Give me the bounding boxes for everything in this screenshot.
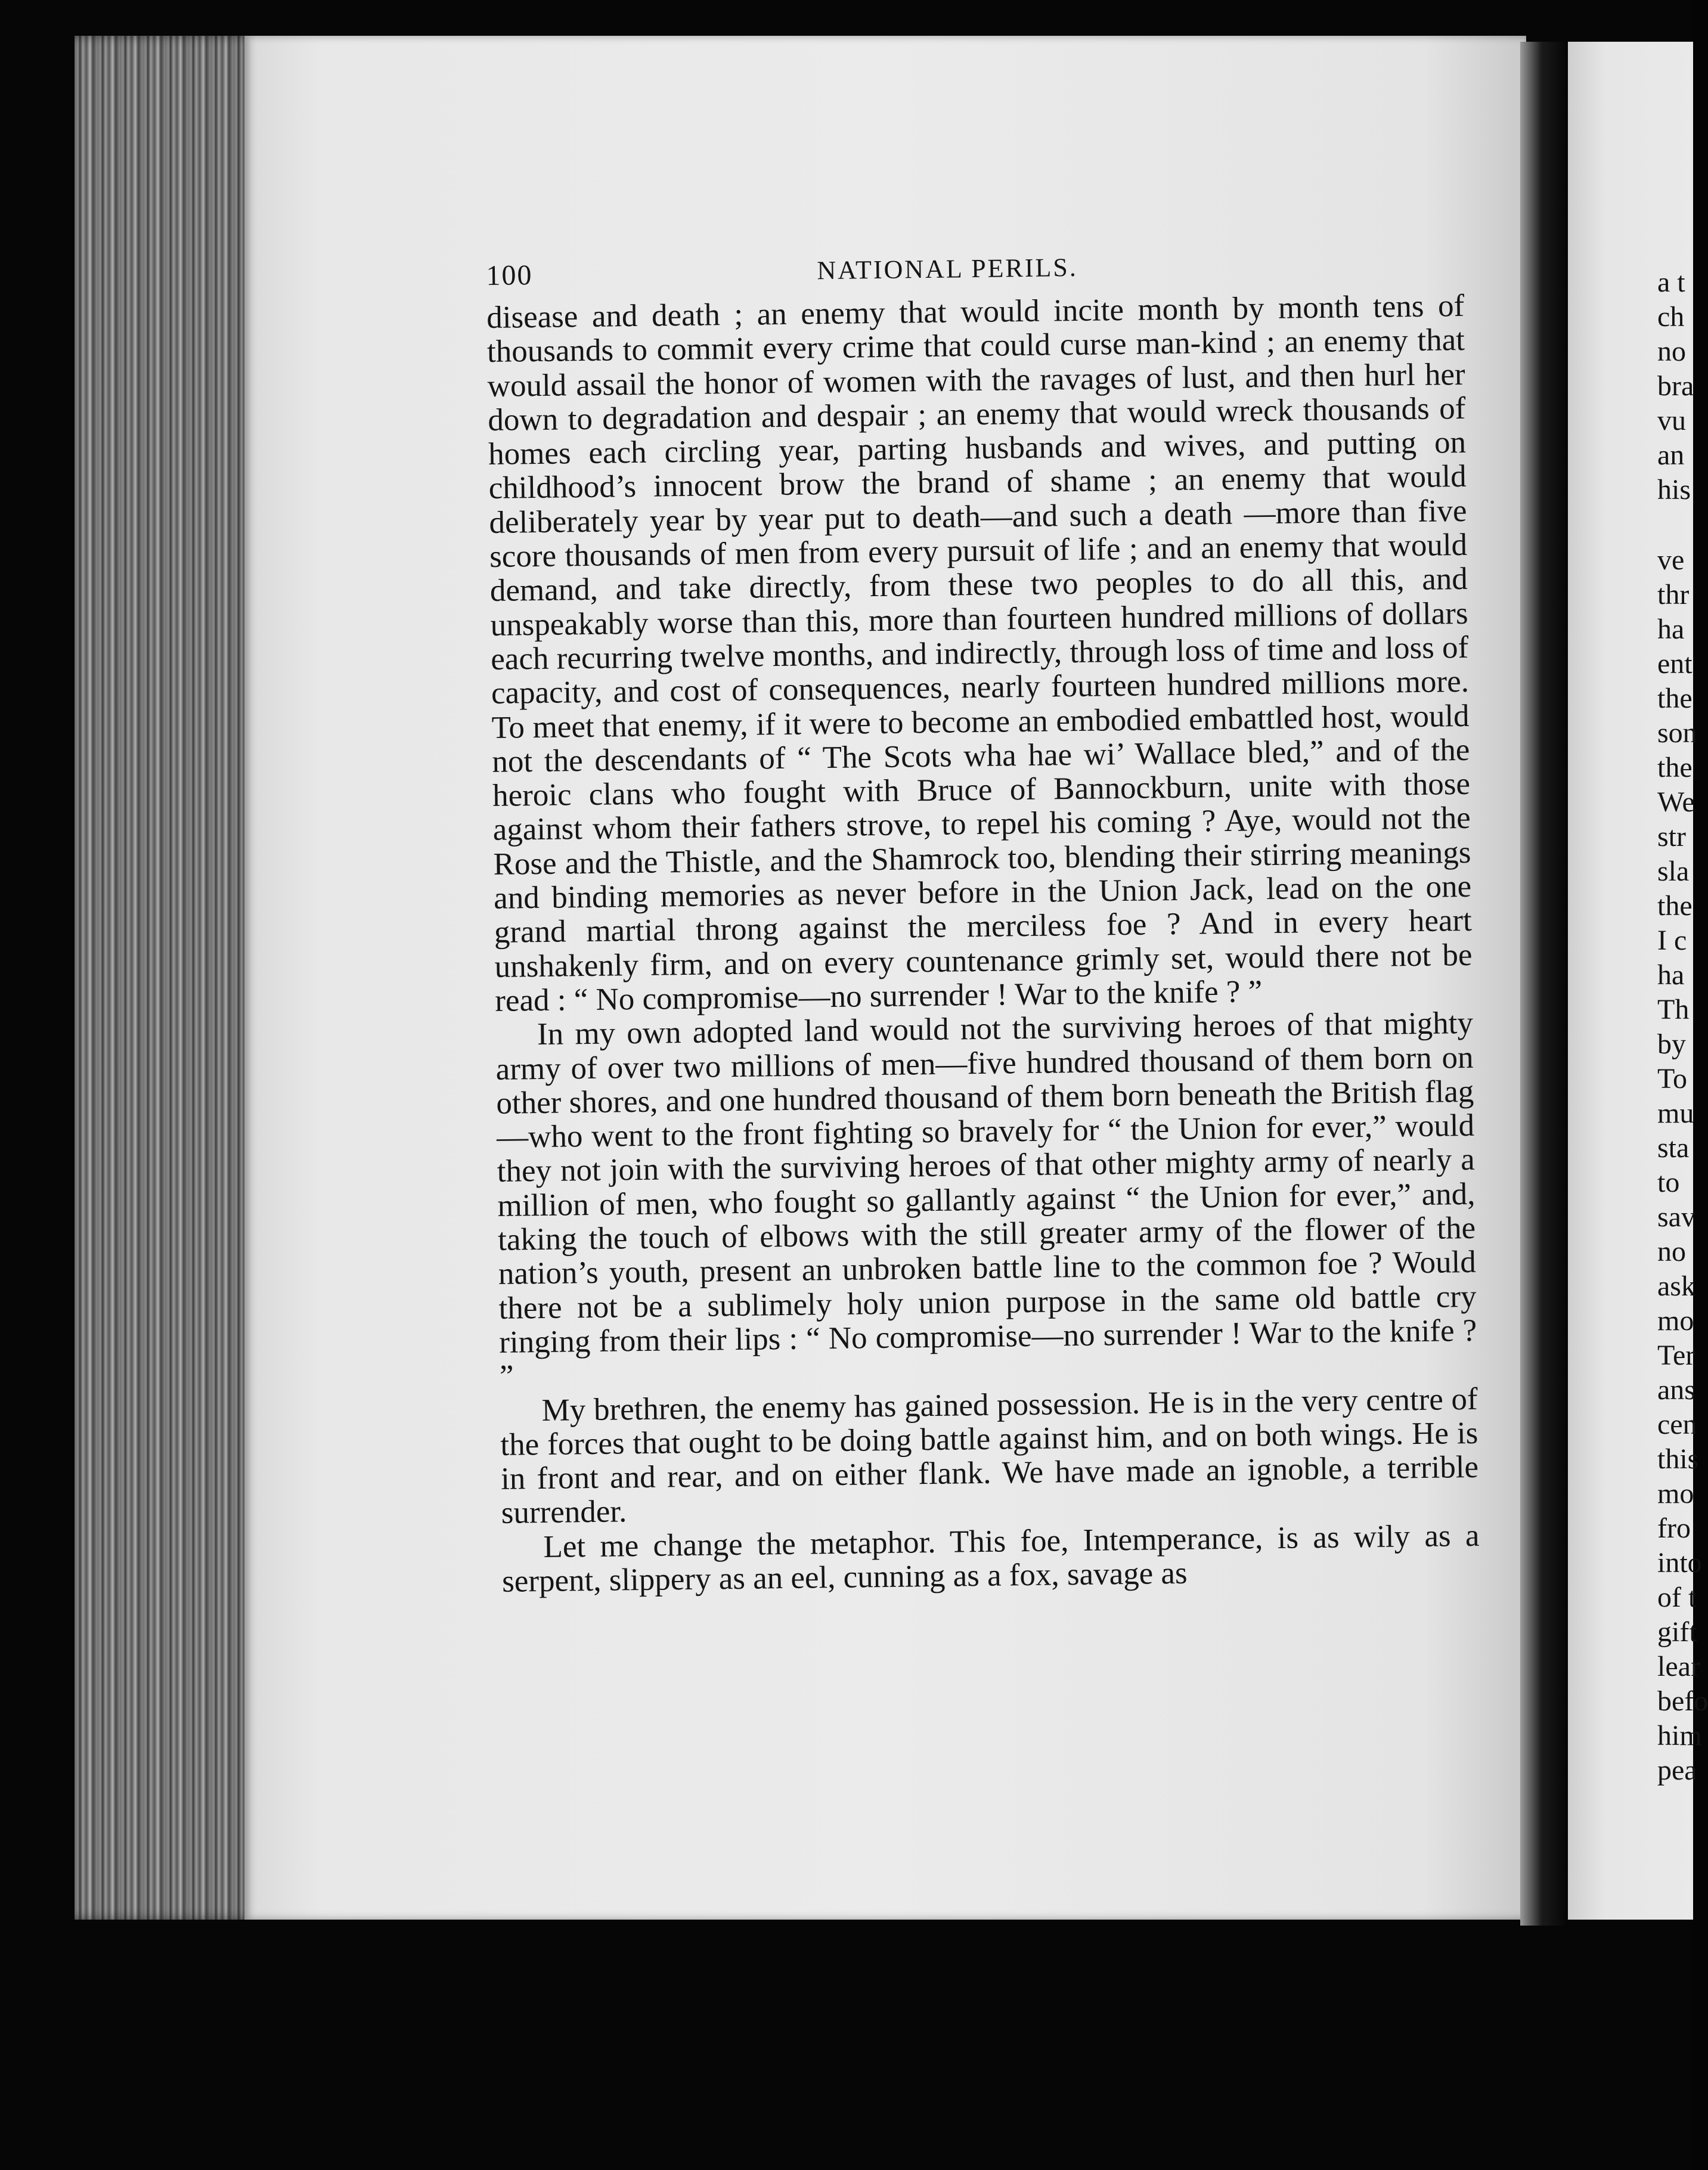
facing-page-fragment: an [1657, 439, 1685, 471]
facing-page-fragment: sla [1657, 855, 1690, 887]
facing-page-fragment: I c [1657, 925, 1687, 956]
facing-page-fragment: the [1657, 890, 1692, 922]
facing-page-fragment: the [1657, 752, 1692, 783]
paragraph-2: In my own adopted land would not the surviving heroes of that mighty army of over two millions of men—five hundred thousand of them born on other shores, and one hundred thousand of them born beneath the British flag—who went to the front fighting so bravely for “ the Union for ever,” would they not join with the surviving heroes of that other mighty army of nearly a million of men, who fought so gallantly against “ the Union for ever,” and, taking the touch of elbows with the still greater army of the flower of the nation’s youth, present an unbroken battle line to the common foe ? Would there not be a sublimely holy union purpose in the same old battle cry ringing from their lips : “ No compromise—no surrender ! War to the knife ? ” [495, 1006, 1477, 1394]
facing-page-fragment: vu [1657, 405, 1686, 436]
facing-page-fragment: We [1657, 786, 1695, 818]
facing-page-fragment: str [1657, 821, 1686, 852]
text-block [486, 241, 1480, 1599]
facing-page-fragment: to [1657, 1167, 1680, 1198]
facing-page-fragment: ans [1657, 1374, 1695, 1406]
facing-page-fragment: ent [1657, 648, 1692, 680]
facing-page-fragment: gift [1657, 1616, 1697, 1648]
facing-page-fragment: pea [1657, 1754, 1697, 1786]
running-title: NATIONAL PERILS. [817, 252, 1078, 286]
paragraph-4: Let me change the metaphor. This foe, Intemperance, is as wily as a serpent, slippery as an eel, cunning as a fox, savage as [501, 1518, 1480, 1599]
facing-page-fragment: into [1657, 1547, 1702, 1579]
facing-page-fragment: sta [1657, 1132, 1690, 1164]
facing-page-fragment: no [1657, 1236, 1686, 1267]
facing-page-fragment: thr [1657, 579, 1690, 610]
facing-page-fragment: mo [1657, 1305, 1694, 1337]
facing-page-fragment: ch [1657, 301, 1685, 333]
facing-page-fragment: lear [1657, 1651, 1700, 1682]
facing-page-fragment: ask [1657, 1270, 1695, 1302]
facing-page-fragment: son [1657, 717, 1697, 749]
facing-page-fragment: of t [1657, 1582, 1697, 1613]
facing-page-fragment: Th [1657, 994, 1690, 1025]
facing-page-fragment: a t [1657, 266, 1685, 298]
book-gutter [1520, 42, 1568, 1926]
facing-page-fragment: ha [1657, 613, 1685, 645]
paragraph-1: disease and death ; an enemy that would incite month by month tens of thousands to commit every crime that could curse man-kind ; an enemy that would assail the honor of women with the ravages of lust, and then hurl her down to degradation and despair ; an enemy that would wreck thousands of homes each circling year, parting husbands and wives, and putting on childhood’s innocent brow the brand of shame ; an enemy that would deliberately year by year put to death—and such a death —more than five score thousands of men from every pursuit of life ; and an enemy that would demand, and take directly, from these two peoples to do all this, and unspeakably worse than this, more than fourteen hundred millions of dollars each recurring twelve months, and indirectly, through loss of time and loss of capacity, and cost of consequences, nearly fourteen hundred millions more. To meet that enemy, if it were to become an embodied embattled host, would not the descendants of “ The Scots wha hae wi’ Wallace bled,” and of the heroic clans who fought with Bruce of Bannockburn, unite with those against whom their fathers strove, to repel his coming ? Aye, would not the Rose and the Thistle, and the Shamrock too, blending their stirring meanings and binding memories as never before in the Union Jack, lead on the one grand martial throng against the merciless foe ? And in every heart unshakenly firm, and on every countenance grimly set, would there not be read : “ No compromise—no surrender ! War to the knife ? ” [486, 288, 1473, 1018]
facing-page-fragment: sav [1657, 1201, 1695, 1233]
facing-page-fragment: him [1657, 1720, 1702, 1752]
facing-page-fragment: Ter [1657, 1340, 1695, 1371]
facing-page-fragment: befo [1657, 1685, 1708, 1717]
page-edges [75, 36, 253, 1920]
facing-page-fragment: mu [1657, 1098, 1694, 1129]
facing-page-fragment: by [1657, 1028, 1686, 1060]
facing-page-fragment: To [1657, 1063, 1687, 1095]
facing-page-fragment: this [1657, 1443, 1699, 1475]
facing-page-fragment: no [1657, 336, 1686, 367]
facing-page [1568, 42, 1708, 1920]
facing-page-fragment: ve [1657, 544, 1685, 576]
paragraph-3: My brethren, the enemy has gained possession. He is in the very centre of the forces that ought to be doing battle against him, and on both wings. He is in front and rear, and on either flank. We have made an ignoble, a terrible surrender. [500, 1381, 1479, 1531]
facing-page-fragment: mo [1657, 1478, 1694, 1509]
facing-page-fragment: cen [1657, 1409, 1697, 1440]
facing-page-fragment: fro [1657, 1512, 1691, 1544]
facing-page-fragment: his [1657, 474, 1691, 506]
facing-page-fragment: bra [1657, 370, 1694, 402]
facing-page-fragment: ha [1657, 959, 1685, 991]
facing-page-fragment: the [1657, 683, 1692, 714]
page-number: 100 [486, 259, 533, 292]
